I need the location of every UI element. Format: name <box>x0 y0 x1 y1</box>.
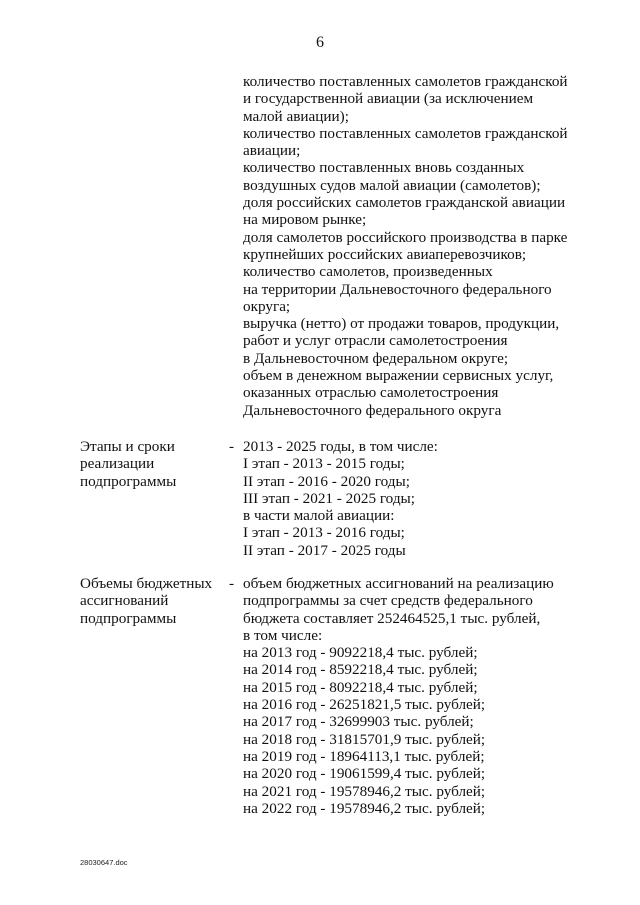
text-line: на 2020 год - 19061599,4 тыс. рублей; <box>243 765 486 783</box>
text-line: на 2019 год - 18964113,1 тыс. рублей; <box>243 747 485 765</box>
text-line: I этап - 2013 - 2015 годы; <box>243 455 405 473</box>
document-footer: 28030647.doc <box>80 858 128 867</box>
budget-label <box>80 575 230 627</box>
text-line: Этапы и сроки <box>80 438 175 455</box>
stages-content <box>243 438 623 559</box>
budget-dash: - <box>229 575 235 592</box>
text-line: 2013 - 2025 годы, в том числе: <box>243 438 438 455</box>
page-number: 6 <box>316 34 324 51</box>
text-line: объем в денежном выражении сервисных услуг, <box>243 367 554 385</box>
text-line: на 2016 год - 26251821,5 тыс. рублей; <box>243 696 486 714</box>
text-line: II этап - 2016 - 2020 годы; <box>243 472 410 490</box>
text-line: количество поставленных самолетов гражданской <box>243 124 568 142</box>
stages-label <box>80 438 230 490</box>
stages-dash: - <box>229 438 235 455</box>
text-line: в части малой авиации: <box>243 507 395 525</box>
text-line: III этап - 2021 - 2025 годы; <box>243 489 415 507</box>
text-line: в том числе: <box>243 626 323 644</box>
text-line: на мировом рынке; <box>243 211 367 229</box>
text-line: работ и услуг отрасли самолетостроения <box>243 332 508 350</box>
text-line: крупнейших российских авиаперевозчиков; <box>243 245 527 263</box>
text-line: в Дальневосточном федеральном округе; <box>243 349 509 367</box>
text-line: количество самолетов, произведенных <box>243 263 493 281</box>
text-line: количество поставленных вновь созданных <box>243 159 525 177</box>
text-line: подпрограммы <box>80 472 177 490</box>
text-line: I этап - 2013 - 2016 годы; <box>243 524 405 542</box>
text-line: округа; <box>243 297 291 315</box>
budget-content <box>243 575 623 817</box>
text-line: на 2017 год - 32699903 тыс. рублей; <box>243 713 474 731</box>
text-line: на 2013 год - 9092218,4 тыс. рублей; <box>243 644 478 662</box>
text-line: на 2022 год - 19578946,2 тыс. рублей; <box>243 799 486 817</box>
text-line: на территории Дальневосточного федерального <box>243 280 552 298</box>
text-line: Дальневосточного федерального округа <box>243 401 502 419</box>
text-line: авиации; <box>243 142 301 160</box>
text-line: объем бюджетных ассигнований на реализацию <box>243 575 554 592</box>
text-line: ассигнований <box>80 592 169 610</box>
text-line: подпрограммы за счет средств федерального <box>243 592 533 610</box>
text-line: на 2018 год - 31815701,9 тыс. рублей; <box>243 730 486 748</box>
text-line: количество поставленных самолетов гражданской <box>243 73 568 90</box>
text-line: бюджета составляет 252464525,1 тыс. рублей, <box>243 609 541 627</box>
text-line: подпрограммы <box>80 609 177 627</box>
text-line: доля самолетов российского производства в парке <box>243 228 568 246</box>
text-line: доля российских самолетов гражданской авиации <box>243 194 566 212</box>
text-line: малой авиации); <box>243 107 349 125</box>
text-line: Объемы бюджетных <box>80 575 213 592</box>
text-line: реализации <box>80 455 155 473</box>
text-line: и государственной авиации (за исключением <box>243 90 534 108</box>
text-line: выручка (нетто) от продажи товаров, продукции, <box>243 315 560 333</box>
text-line: воздушных судов малой авиации (самолетов); <box>243 176 541 194</box>
indicators-list <box>243 73 623 419</box>
text-line: II этап - 2017 - 2025 годы <box>243 541 406 559</box>
text-line: оказанных отраслью самолетостроения <box>243 384 499 402</box>
text-line: на 2015 год - 8092218,4 тыс. рублей; <box>243 678 478 696</box>
text-line: на 2021 год - 19578946,2 тыс. рублей; <box>243 782 486 800</box>
text-line: на 2014 год - 8592218,4 тыс. рублей; <box>243 661 478 679</box>
